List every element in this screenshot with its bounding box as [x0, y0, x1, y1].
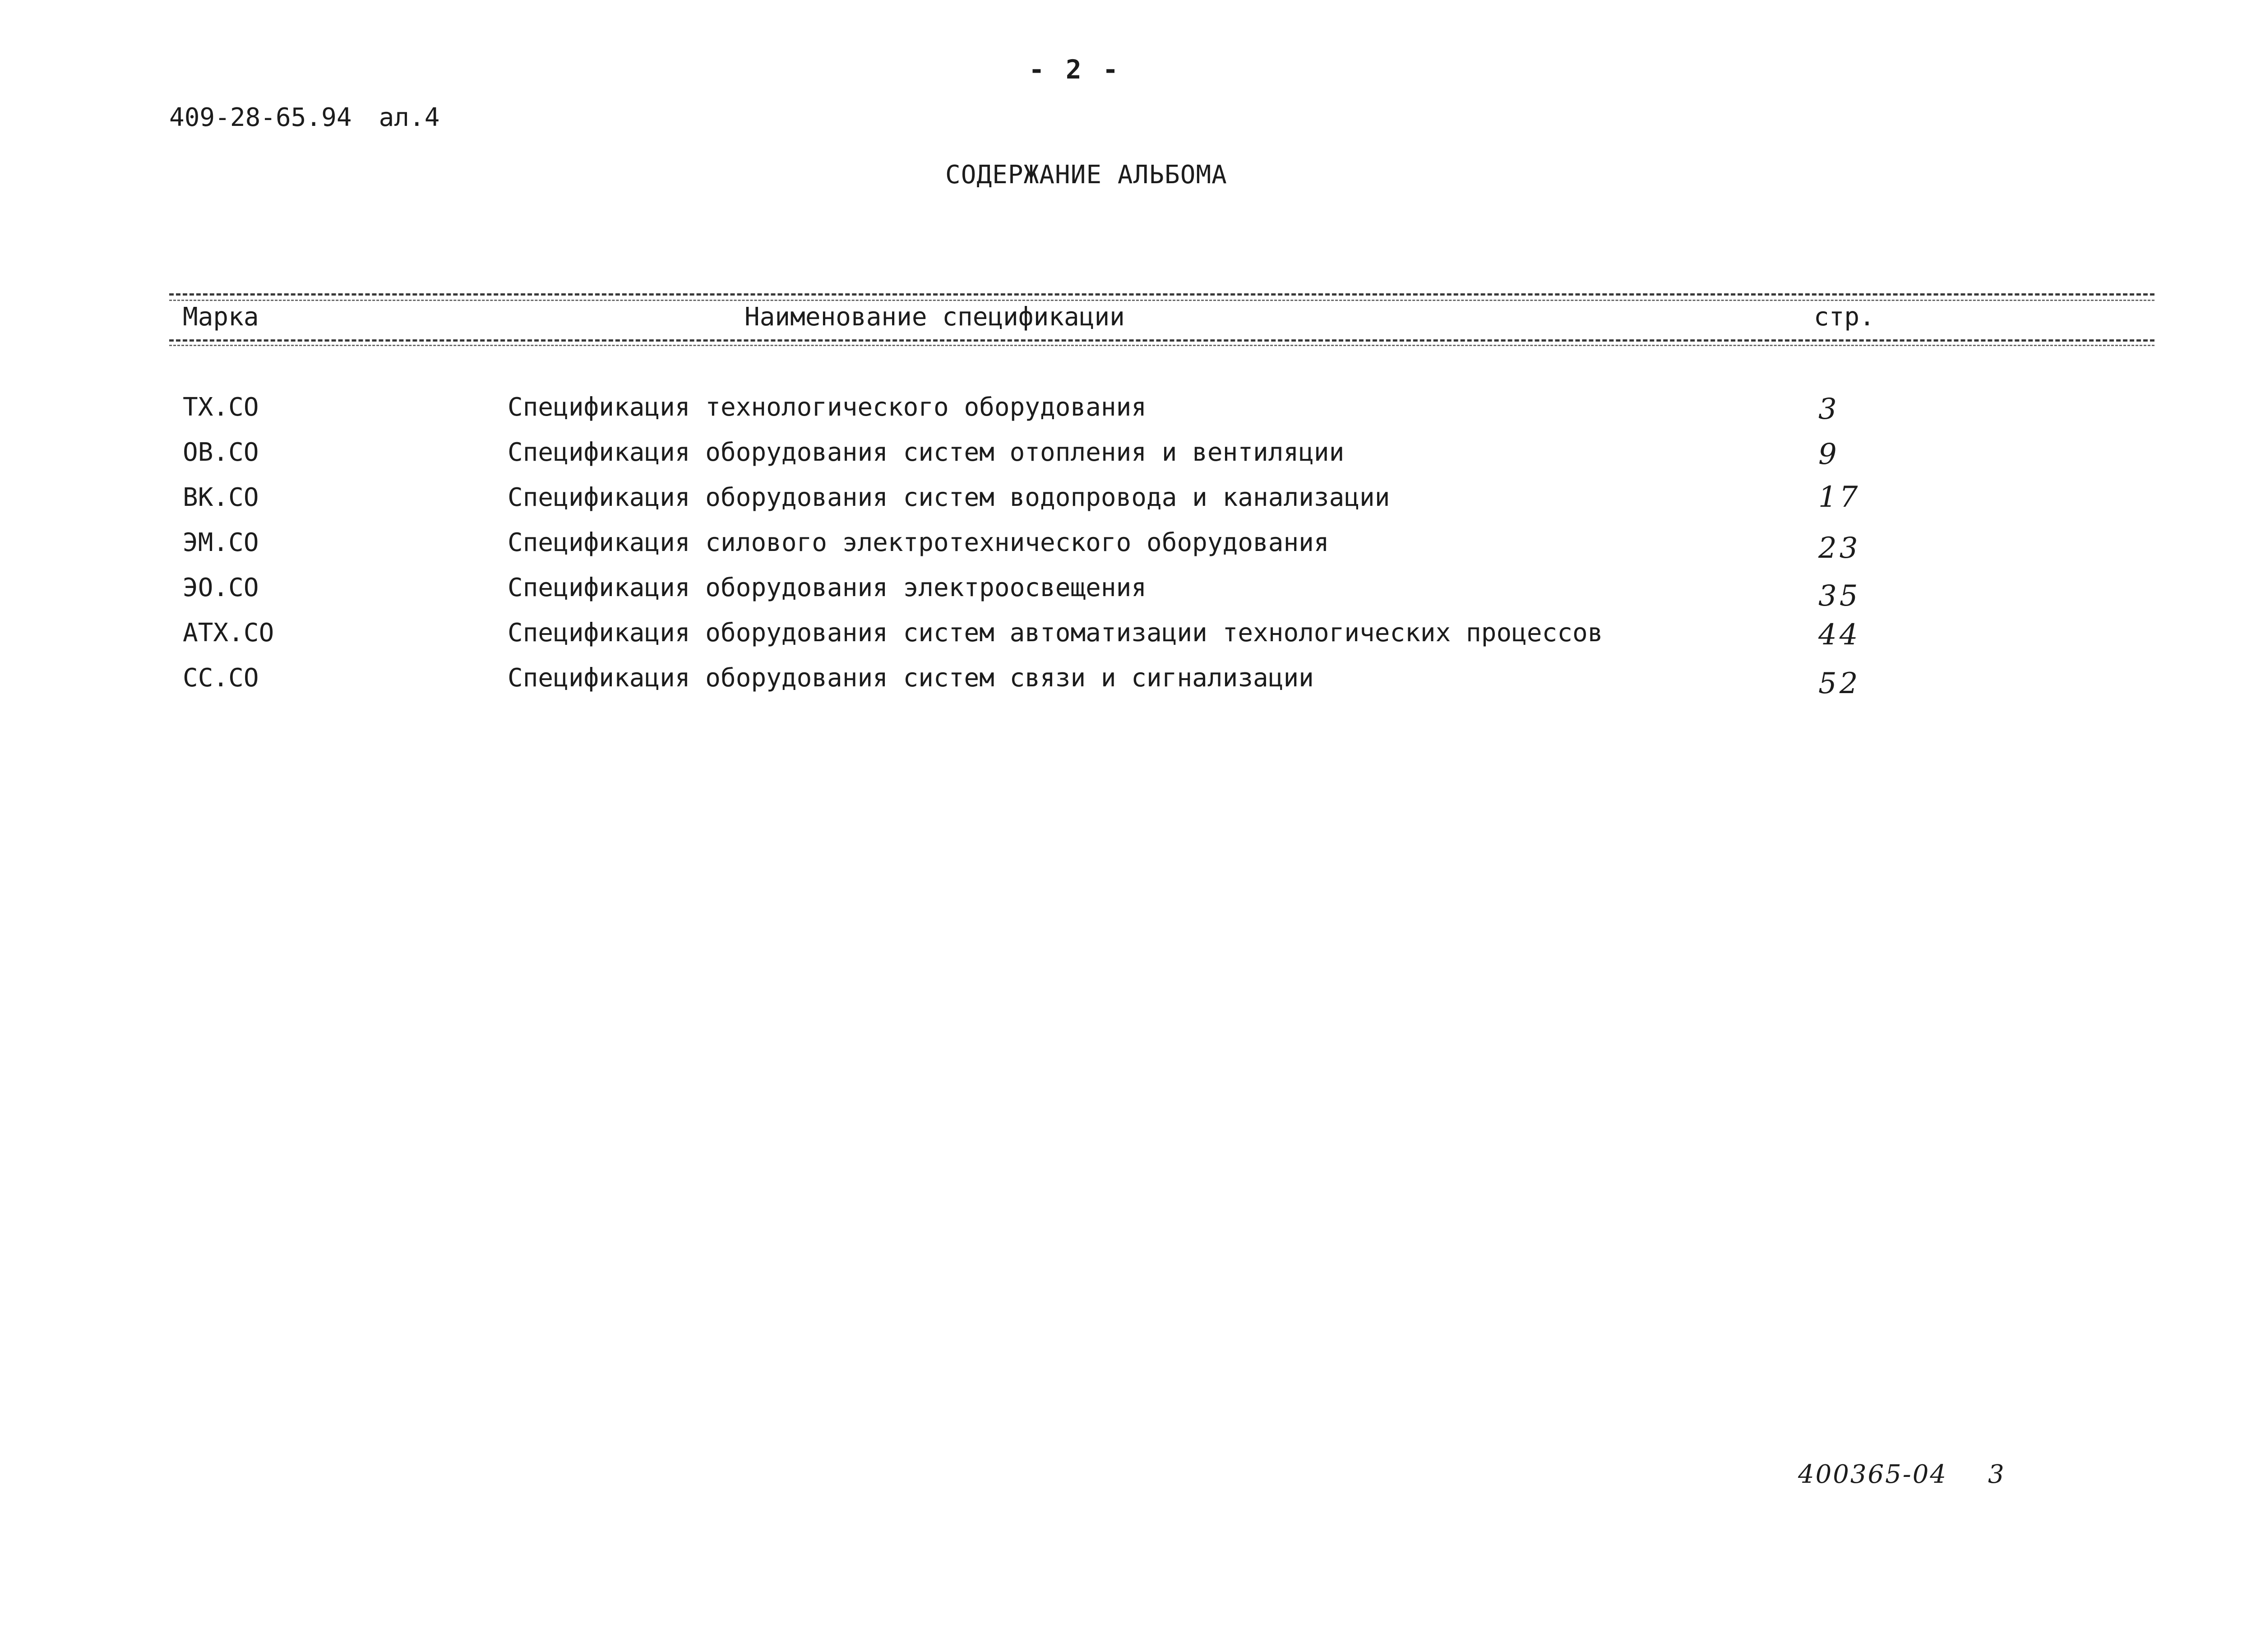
page-title: СОДЕРЖАНИЕ АЛЬБОМА [945, 160, 1227, 190]
table-header-rule-inner [169, 345, 2154, 346]
column-header-name: Наименование спецификации [744, 302, 1125, 332]
table-row [0, 663, 2256, 708]
page-number: - 2 - [1029, 54, 1121, 85]
row-page: 35 [1818, 579, 1861, 613]
row-mark: ЭО.СО [183, 573, 259, 602]
table-row [0, 618, 2256, 663]
table-top-rule-inner [169, 300, 2154, 301]
document-code-number: 409-28-65.94 [169, 103, 352, 132]
row-page: 17 [1818, 481, 1861, 514]
table-row [0, 528, 2256, 573]
table-header-rule [169, 339, 2154, 342]
row-page: 3 [1818, 393, 1840, 426]
table-row [0, 438, 2256, 483]
row-name: Спецификация оборудования систем автоматизации технологических процессов [508, 618, 1603, 648]
document-code [169, 103, 439, 132]
row-page: 23 [1818, 532, 1861, 565]
table-top-rule [169, 293, 2154, 296]
row-name: Спецификация силового электротехнического оборудования [508, 528, 1329, 557]
row-mark: ОВ.СО [183, 438, 259, 467]
column-header-mark: Марка [183, 302, 259, 332]
column-header-page: стр. [1814, 302, 1875, 332]
row-mark: СС.СО [183, 663, 259, 693]
row-name: Спецификация технологического оборудования [508, 393, 1147, 422]
row-mark: ЭМ.СО [183, 528, 259, 557]
stamp-sheet: 3 [1988, 1460, 2006, 1489]
row-name: Спецификация оборудования систем отопления и вентиляции [508, 438, 1345, 467]
row-page: 52 [1818, 667, 1861, 700]
row-name: Спецификация оборудования систем связи и сигнализации [508, 663, 1314, 693]
row-name: Спецификация оборудования систем водопровода и канализации [508, 483, 1390, 512]
table-row [0, 393, 2256, 438]
album-number: ал.4 [379, 103, 440, 132]
row-mark: АТХ.СО [183, 618, 274, 648]
row-mark: ВК.СО [183, 483, 259, 512]
row-page: 9 [1818, 438, 1840, 471]
table-row [0, 573, 2256, 618]
archive-stamp [1798, 1460, 2006, 1489]
table-row [0, 483, 2256, 528]
row-mark: ТХ.СО [183, 393, 259, 422]
row-page: 44 [1818, 618, 1861, 652]
stamp-number: 400365-04 [1798, 1460, 1947, 1489]
row-name: Спецификация оборудования электроосвещения [508, 573, 1147, 602]
